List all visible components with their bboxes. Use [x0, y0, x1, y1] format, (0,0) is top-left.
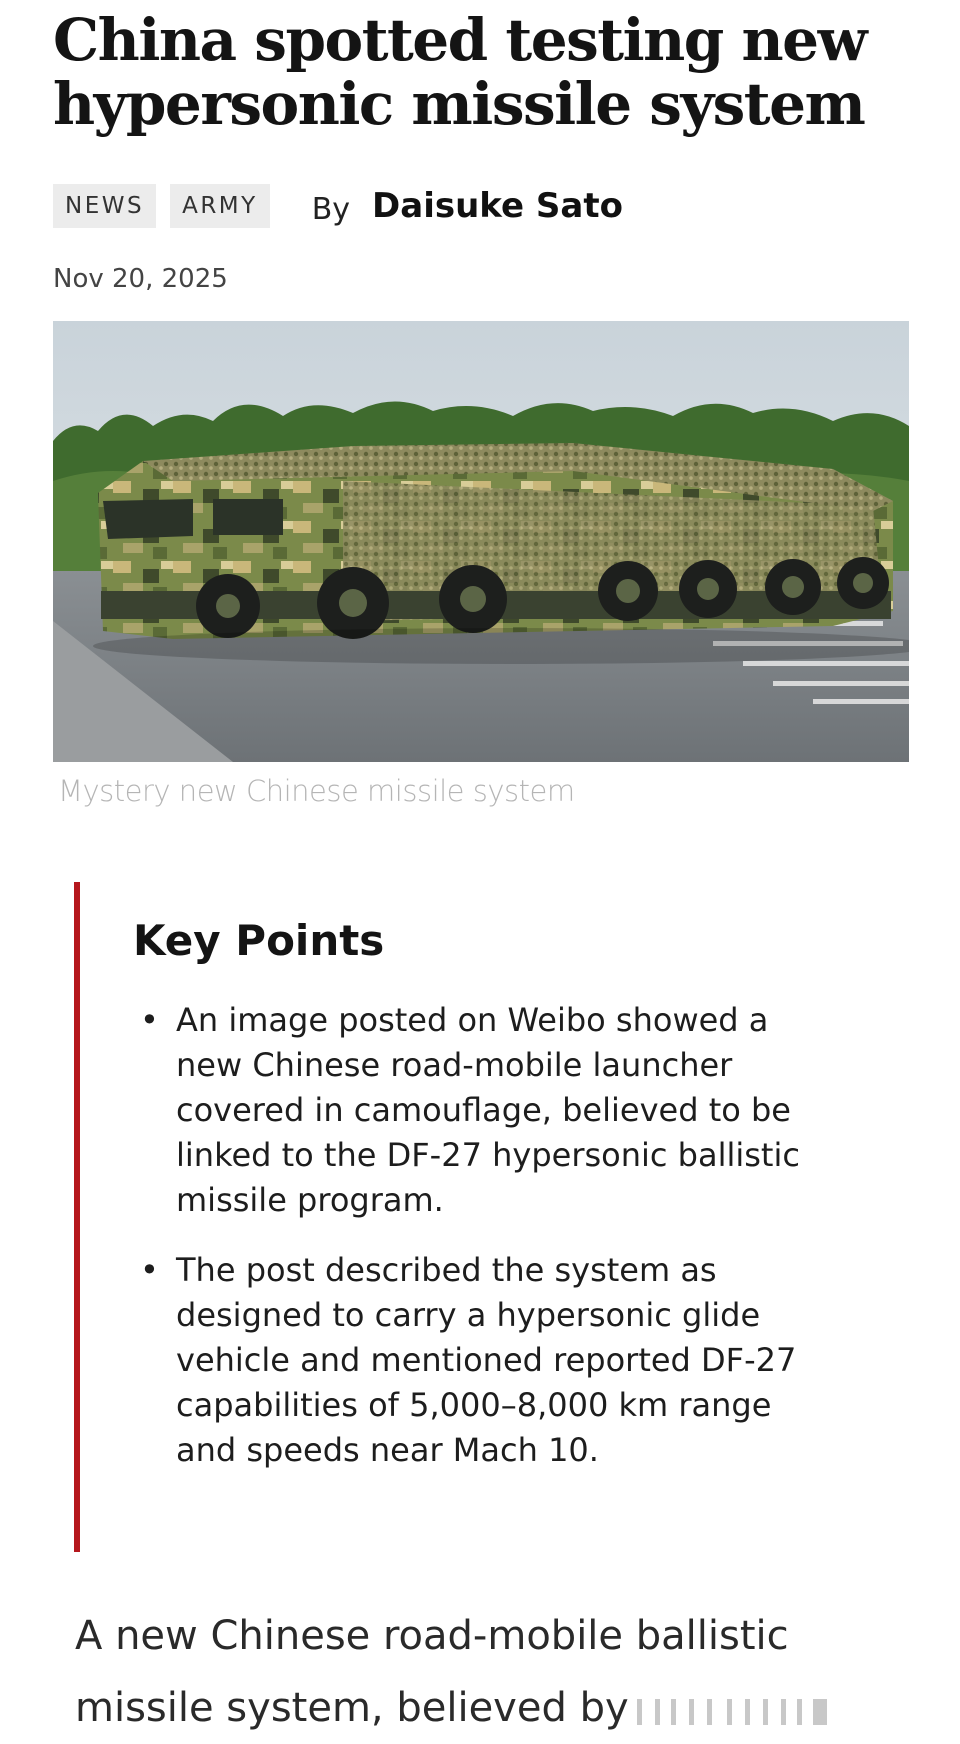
article-meta: [53, 184, 623, 228]
key-points-box: [74, 882, 840, 1552]
article-headline: China spotted testing new hypersonic missile system: [53, 6, 867, 138]
key-point-item: [128, 998, 818, 1223]
key-points-title: Key Points: [133, 916, 385, 965]
key-point-text: The post described the system as designed to carry a hypersonic glide vehicle and mentioned reported DF-27 capabilities of 5,000–8,000 km range and speeds near Mach 10.: [176, 1251, 797, 1469]
bullet-icon: •: [140, 1001, 159, 1039]
key-point-text: An image posted on Weibo showed a new Chinese road-mobile launcher covered in camouflage, believed to be linked to the DF-27 hypersonic ballistic missile program.: [176, 1001, 800, 1219]
tag-army[interactable]: ARMY: [170, 184, 270, 228]
publish-date: Nov 20, 2025: [53, 264, 228, 294]
body-lead-text: A new Chinese road-mobile ballistic missile system, believed by: [75, 1613, 789, 1731]
redacted-watermark: [637, 1695, 837, 1725]
key-points-list: [128, 998, 818, 1498]
author-name[interactable]: Daisuke Sato: [372, 186, 623, 226]
image-caption: Mystery new Chinese missile system: [58, 774, 575, 808]
article-body-lead: [75, 1600, 875, 1744]
missile-launcher-photo: [53, 321, 909, 762]
hero-image: [53, 321, 909, 762]
tag-news[interactable]: NEWS: [53, 184, 156, 228]
byline-label: By: [311, 191, 351, 227]
bullet-icon: •: [140, 1251, 159, 1289]
key-point-item: [128, 1248, 818, 1473]
